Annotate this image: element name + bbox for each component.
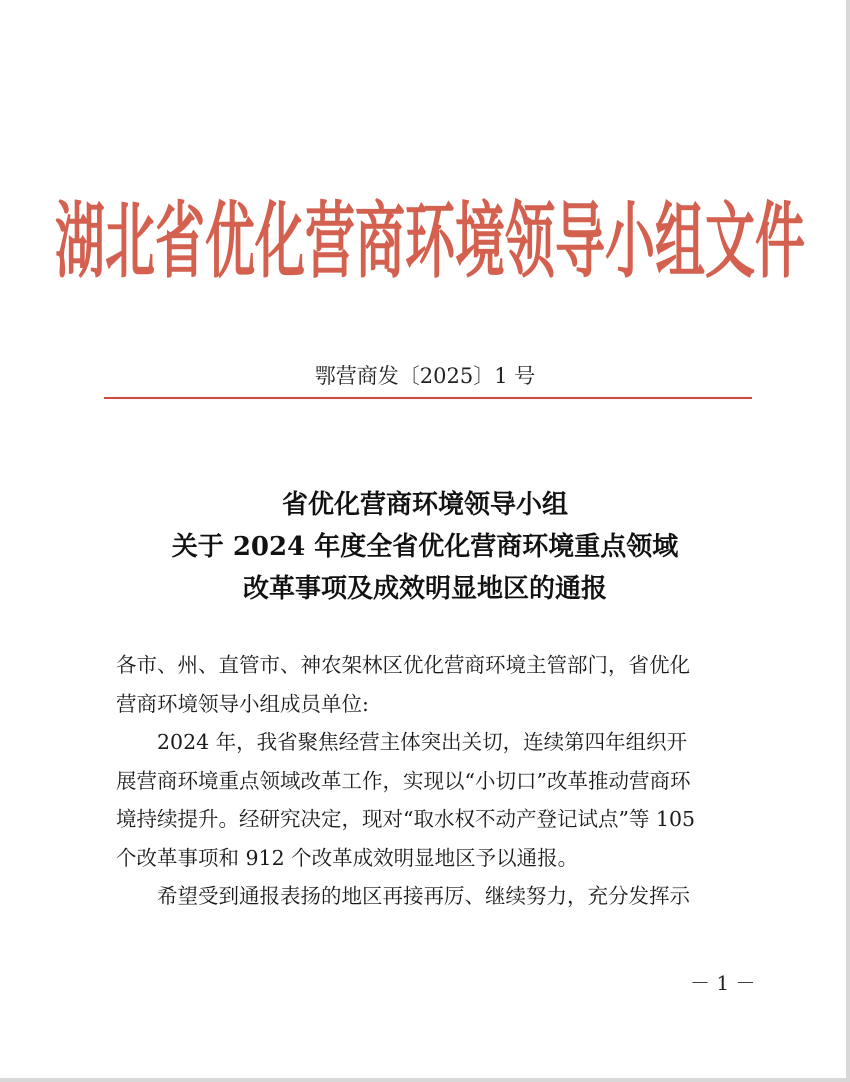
title-line-3: 改革事项及成效明显地区的通报	[242, 574, 607, 604]
document-number: 鄂营商发〔2025〕1 号	[314, 364, 536, 388]
title-line-2: 关于 2024 年度全省优化营商环境重点领域	[171, 532, 679, 562]
paragraph-line: 个改革事项和 912 个改革成效明显地区予以通报。	[116, 845, 579, 870]
masthead	[55, 186, 805, 290]
notice-title	[0, 484, 850, 610]
body-text	[116, 646, 756, 916]
red-divider-line	[104, 397, 752, 399]
salutation-line-1: 各市、州、直管市、神农架林区优化营商环境主管部门，省优化	[116, 653, 690, 677]
paragraph-line: 境持续提升。经研究决定，现对“取水权不动产登记试点”等 105	[116, 807, 696, 831]
paragraph-line: 展营商环境重点领域改革工作，实现以“小切口”改革推动营商环	[116, 768, 691, 793]
salutation-line-2: 营商环境领导小组成员单位:	[116, 691, 369, 716]
paragraph-line: 希望受到通报表扬的地区再接再厉、继续努力，充分发挥示	[157, 884, 690, 908]
paragraph-line: 2024 年，我省聚焦经营主体突出关切，连续第四年组织开	[157, 730, 688, 754]
page-number: － 1 －	[690, 971, 756, 995]
masthead-title: 湖北省优化营商环境领导小组文件	[55, 193, 805, 290]
title-line-1: 省优化营商环境领导小组	[281, 490, 568, 520]
